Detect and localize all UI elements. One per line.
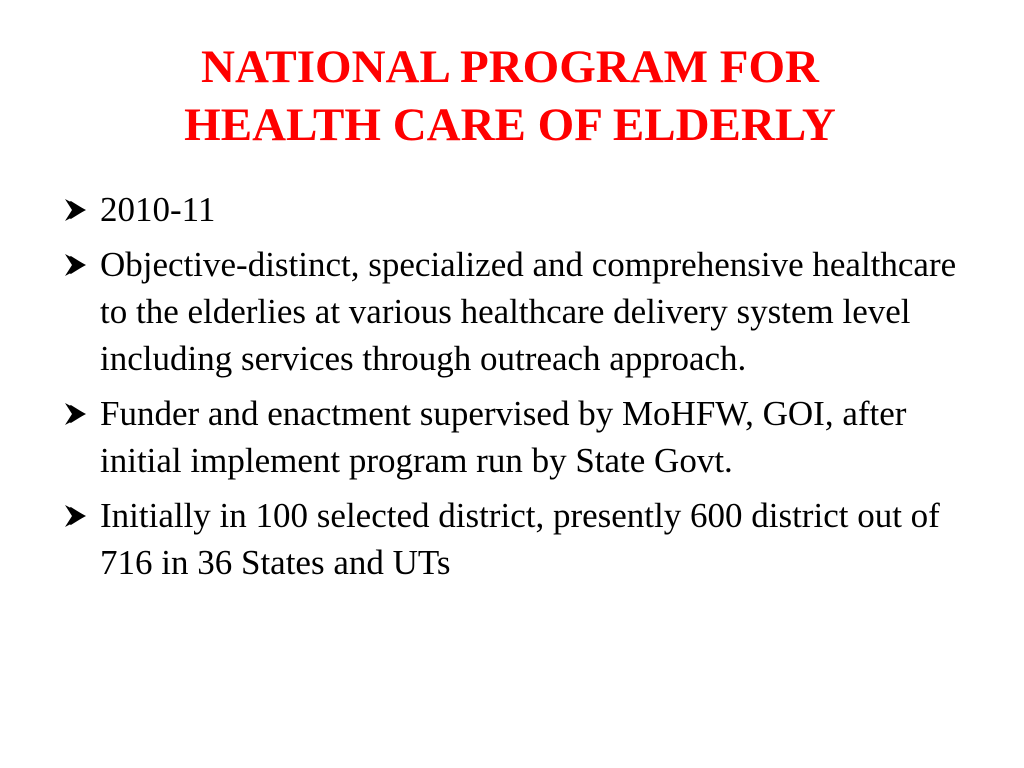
bullet-text: 2010-11: [100, 190, 216, 229]
arrow-bullet-icon: [62, 502, 90, 530]
arrow-bullet-icon: [62, 251, 90, 279]
bullet-item: [60, 186, 980, 233]
bullet-text: Objective-distinct, specialized and comprehensive healthcare to the elderlies at various healthcare delivery system level including services through outreach approach.: [100, 245, 957, 378]
slide-title-line-2: HEALTH CARE OF ELDERLY: [184, 99, 836, 151]
bullet-item: [60, 492, 980, 586]
bullet-item: [60, 241, 980, 382]
bullet-item: [60, 390, 980, 484]
bullet-text: Initially in 100 selected district, presently 600 district out of 716 in 36 States and UTs: [100, 496, 940, 582]
slide-title: [60, 38, 960, 154]
arrow-bullet-icon: [62, 196, 90, 224]
bullet-text: Funder and enactment supervised by MoHFW, GOI, after initial implement program run by State Govt.: [100, 394, 907, 480]
bullet-list: [60, 186, 980, 594]
slide-title-line-1: NATIONAL PROGRAM FOR: [201, 41, 819, 93]
arrow-bullet-icon: [62, 400, 90, 428]
